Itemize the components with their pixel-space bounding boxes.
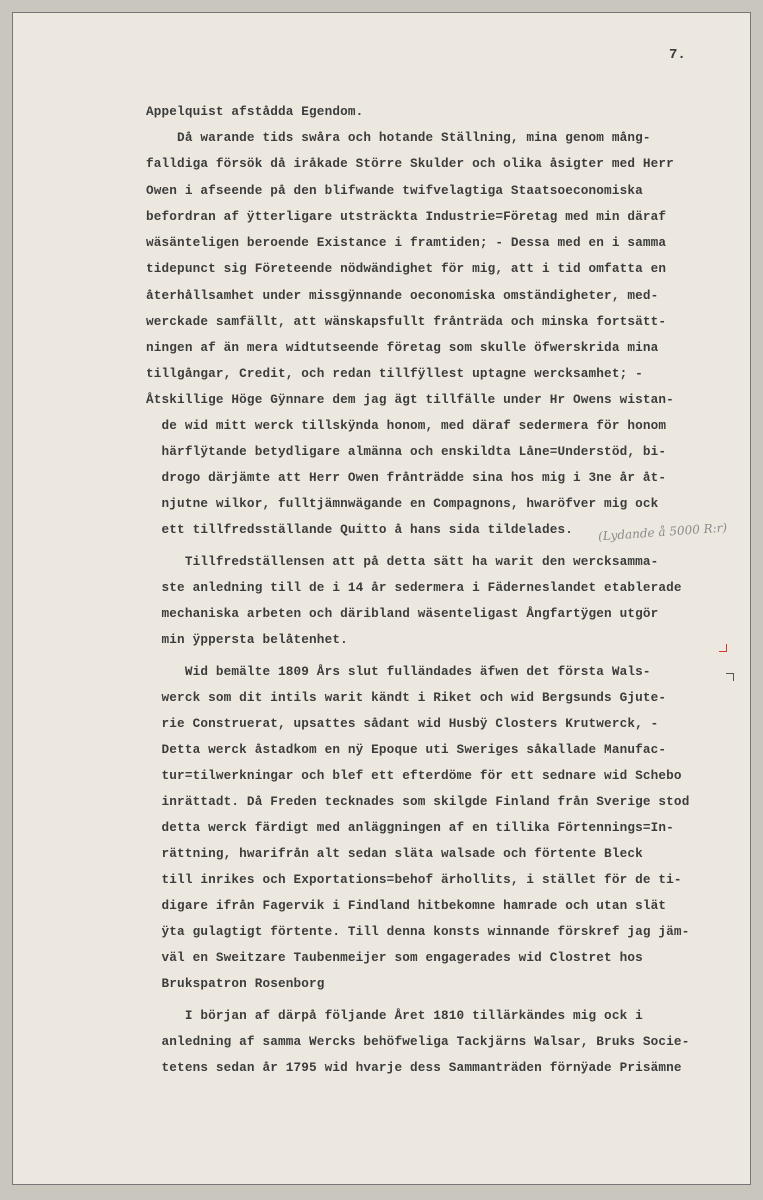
text-line: falldiga försök då iråkade Större Skulder och olika åsigter med Herr: [146, 156, 674, 171]
text-line: återhållsamhet under missgÿnnande oeconomiska omständigheter, med-: [146, 288, 659, 303]
handwritten-annotation: (Lydande å 5000 R:r): [597, 520, 728, 544]
red-margin-mark: [719, 644, 727, 652]
text-line: härflÿtande betydligare almänna och enskildta Låne=Understöd, bi-: [146, 444, 667, 459]
text-line: njutne wilkor, fulltjämnwägande en Compagnons, hwaröfver mig ock: [146, 496, 659, 511]
text-line: min ÿppersta belåtenhet.: [146, 632, 348, 647]
text-line: anledning af samma Wercks behöfweliga Tackjärns Walsar, Bruks Socie-: [146, 1034, 690, 1049]
text-line: väl en Sweitzare Taubenmeijer som engagerades wid Clostret hos: [146, 950, 643, 965]
text-line: detta werck färdigt med anläggningen af en tillika Förtennings=In-: [146, 820, 674, 835]
text-line: ÿta gulagtigt förtente. Till denna konsts winnande förskref jag jäm-: [146, 924, 690, 939]
text-line: drogo därjämte att Herr Owen frånträdde sina hos mig i 3ne år åt-: [146, 470, 667, 485]
margin-mark: [726, 673, 734, 681]
text-line: Brukspatron Rosenborg: [146, 976, 325, 991]
text-line: inrättadt. Då Freden tecknades som skilgde Finland från Sverige stod: [146, 794, 690, 809]
text-line: rättning, hwarifrån alt sedan släta walsade och förtente Bleck: [146, 846, 643, 861]
text-line: mechaniska arbeten och däribland wäsenteligast Ångfartÿgen utgör: [146, 606, 659, 621]
text-line: tur=tilwerkningar och blef ett efterdöme för ett sednare wid Schebo: [146, 768, 682, 783]
text-line: ste anledning till de i 14 år sedermera i Fäderneslandet etablerade: [146, 580, 682, 595]
text-line: tillgångar, Credit, och redan tillfÿllest uptagne wercksamhet; -: [146, 366, 643, 381]
text-line: tidepunct sig Företeende nödwändighet för mig, att i tid omfatta en: [146, 261, 667, 276]
text-line: Då warande tids swåra och hotande Ställning, mina genom mång-: [146, 130, 651, 145]
text-line: rie Construerat, upsattes sådant wid Husbÿ Closters Krutwerck, -: [146, 716, 659, 731]
document-page: [12, 12, 751, 1185]
page-number: 7.: [669, 47, 686, 63]
text-line: Wid bemälte 1809 Års slut fulländades äfwen det första Wals-: [146, 664, 651, 679]
text-line: ningen af än mera widtutseende företag som skulle öfwerskrida mina: [146, 340, 659, 355]
text-line: I början af därpå följande Året 1810 tillärkändes mig ock i: [146, 1008, 643, 1023]
text-line: tetens sedan år 1795 wid hvarje dess Sammanträden förnÿade Prisämne: [146, 1060, 682, 1075]
text-line: Appelquist afstådda Egendom.: [146, 104, 364, 119]
text-line: wäsänteligen beroende Existance i framtiden; - Dessa med en i samma: [146, 235, 667, 250]
text-line: werck som dit intils warit kändt i Riket och wid Bergsunds Gjute-: [146, 690, 667, 705]
text-line: werckade samfällt, att wänskapsfullt frånträda och minska fortsätt-: [146, 314, 667, 329]
text-line: Åtskillige Höge Gÿnnare dem jag ägt tillfälle under Hr Owens wistan-: [146, 392, 674, 407]
text-line: Tillfredställensen att på detta sätt ha warit den wercksamma-: [146, 554, 659, 569]
text-line: befordran af ÿtterligare utsträckta Industrie=Företag med min däraf: [146, 209, 667, 224]
text-line: till inrikes och Exportations=behof ärhollits, i stället för de ti-: [146, 872, 682, 887]
text-line: Owen i afseende på den blifwande twifvelagtiga Staatsoeconomiska: [146, 183, 643, 198]
text-line: de wid mitt werck tillskÿnda honom, med däraf sedermera för honom: [146, 418, 667, 433]
text-line: ett tillfredsställande Quitto å hans sida tildelades.: [146, 522, 574, 537]
text-line: Detta werck åstadkom en nÿ Epoque uti Sweriges såkallade Manufac-: [146, 742, 667, 757]
text-line: digare ifrån Fagervik i Findland hitbekomne hamrade och utan slät: [146, 898, 667, 913]
